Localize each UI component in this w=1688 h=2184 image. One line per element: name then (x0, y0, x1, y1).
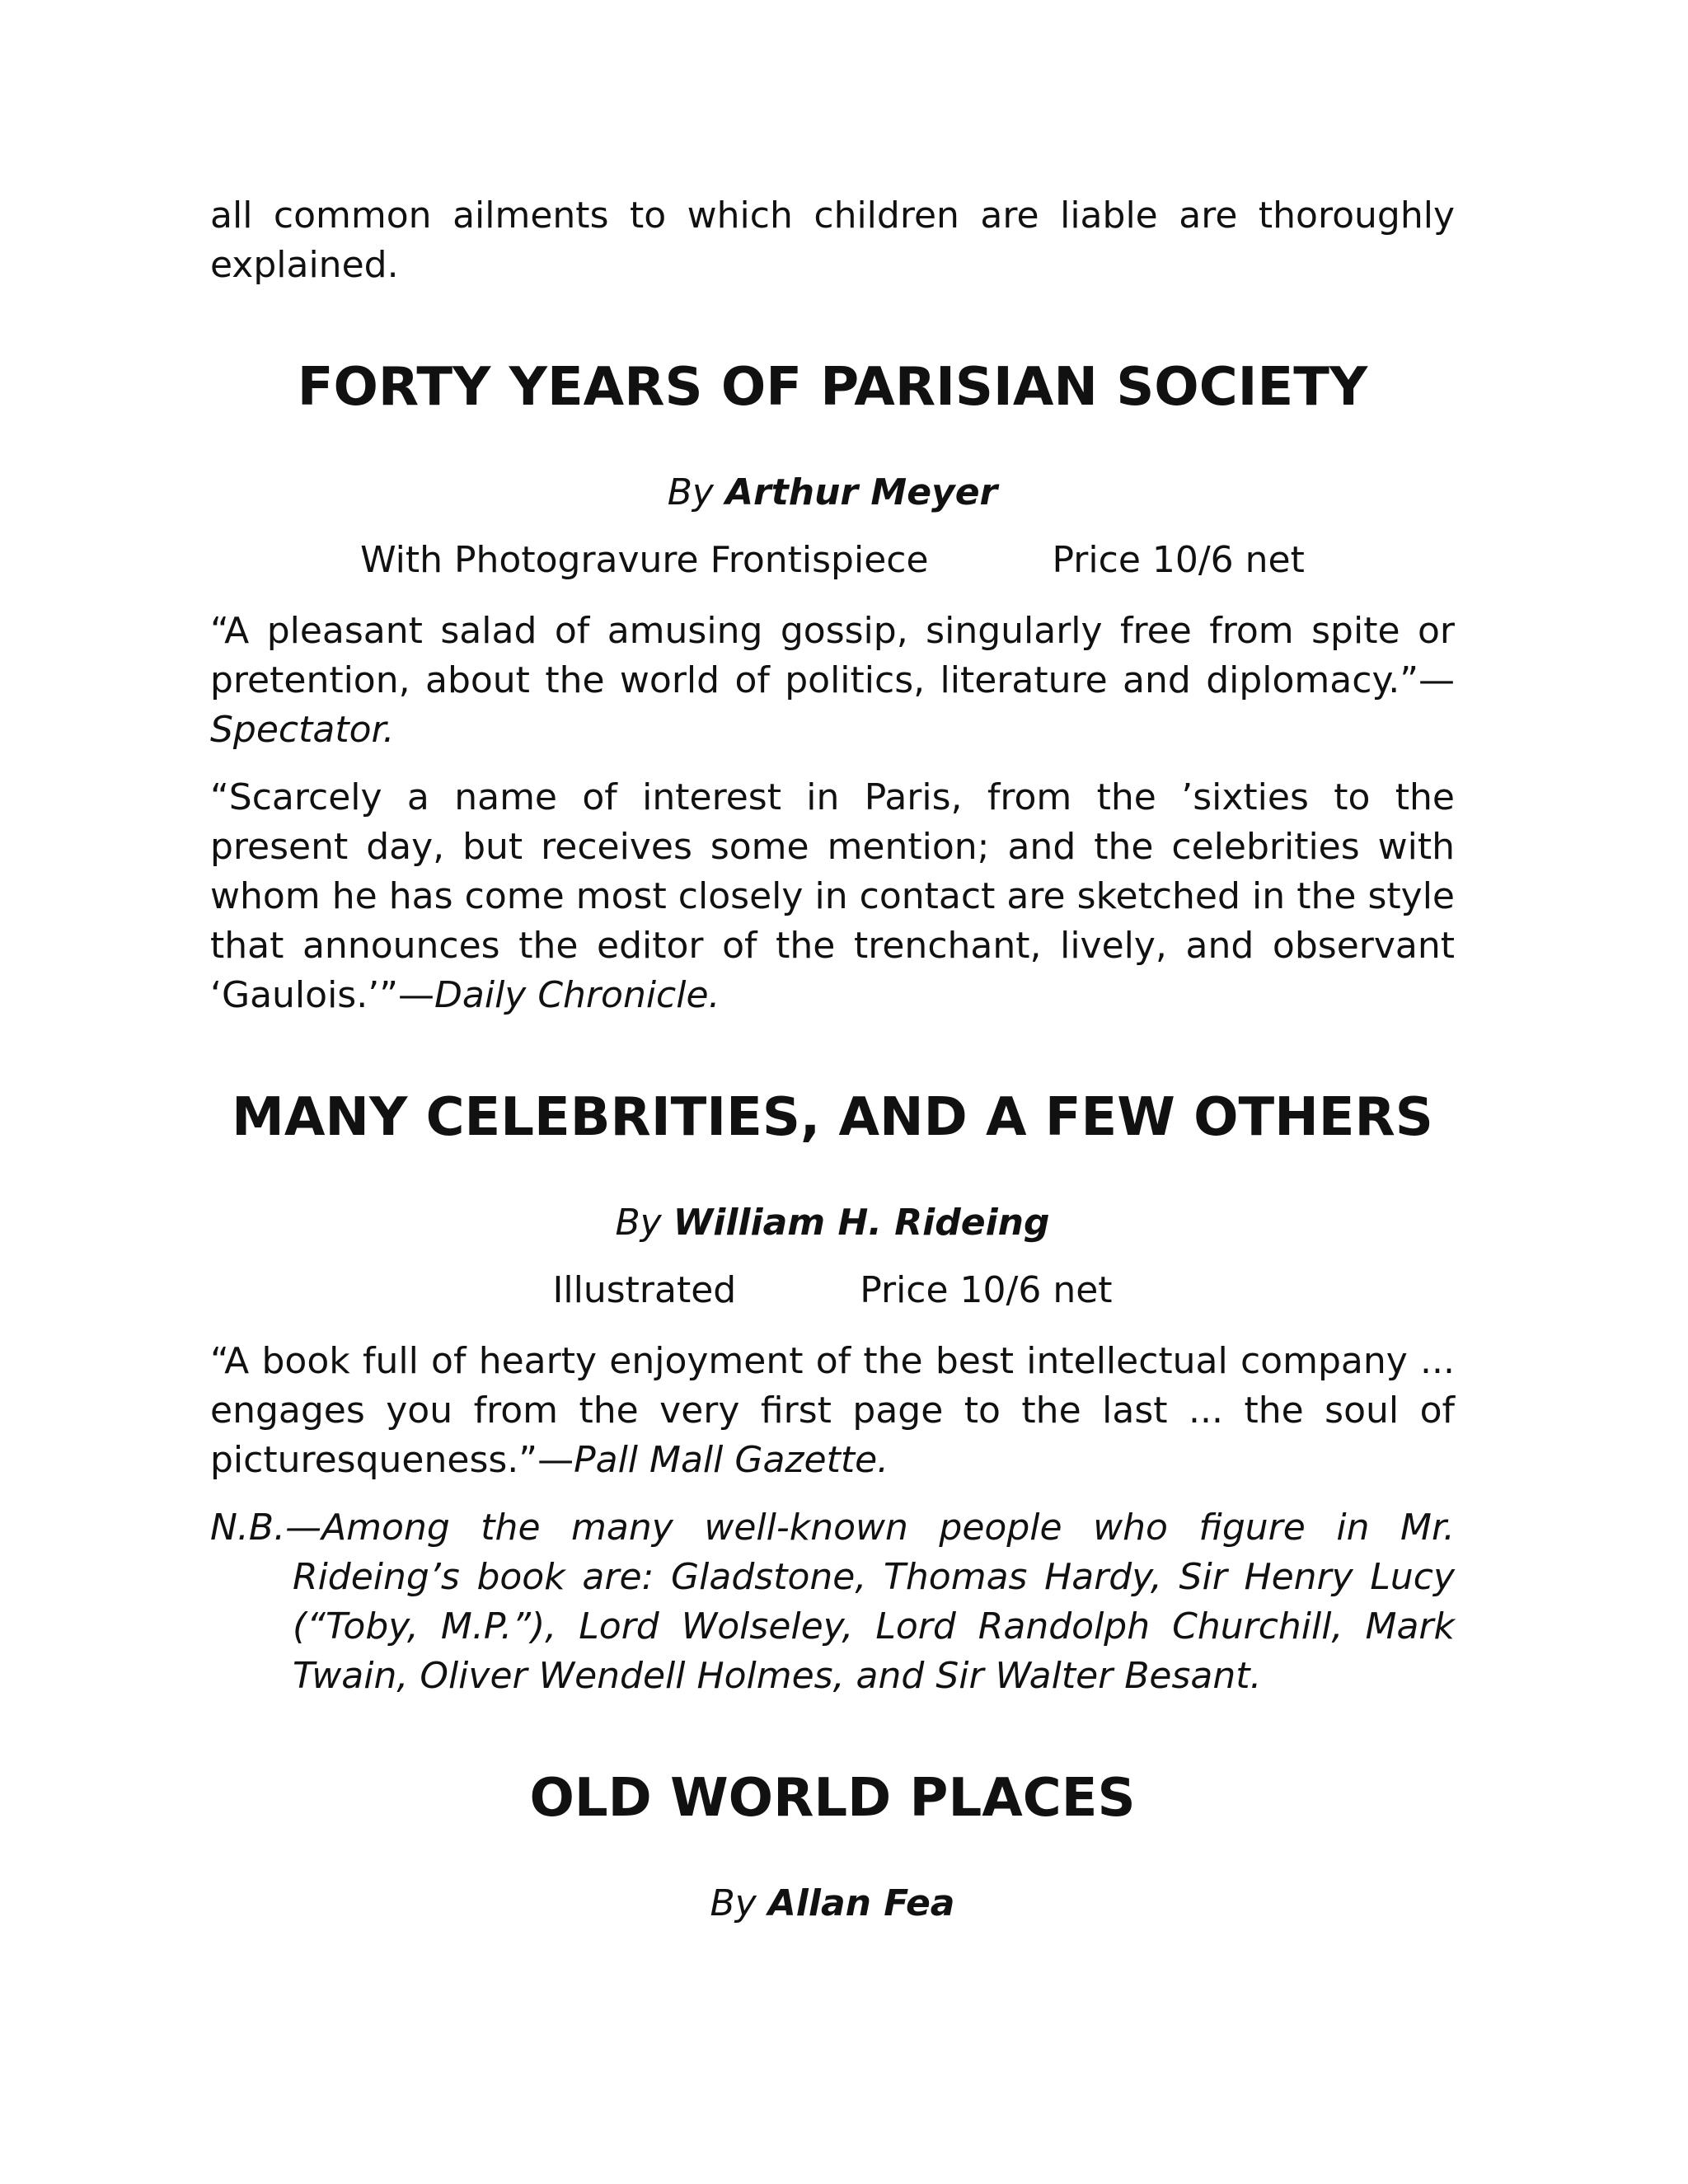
book-meta (210, 1266, 1455, 1315)
review-source: Pall Mall Gazette. (574, 1439, 889, 1481)
review-source: Spectator. (210, 709, 395, 751)
intro-paragraph: all common ailments to which children are liable are thoroughly explained. (210, 194, 1455, 286)
nota-bene-note: N.B.—Among the many well-known people who figure in Mr. Rideing’s book are: Gladstone, Thomas Hardy, Sir Henry Lucy (“Toby, M.P.”), Lord Wolseley, Lord Randolph Churchill, Mark Twain, Oliver Wendell Holmes, and Sir Walter Besant. (210, 1507, 1455, 1697)
review-text: “Scarcely a name of interest in Paris, from the ’sixties to the present day, but receives some mention; and the celebrities with whom he has come most closely in contact are sketched in the style that announces the editor of the trenchant, lively, and observant ‘Gaulois.’”— (210, 776, 1455, 1016)
author-name: Allan Fea (767, 1882, 955, 1924)
book-details: With Photogravure Frontispiece (360, 539, 929, 581)
book-price: Price 10/6 net (1052, 539, 1305, 581)
review-quote (210, 1337, 1455, 1485)
byline (210, 1879, 1455, 1929)
review-quote (210, 607, 1455, 755)
author-name: William H. Rideing (673, 1202, 1050, 1244)
book-title: OLD WORLD PLACES (529, 1768, 1136, 1829)
byline (210, 468, 1455, 518)
review-text: “A book full of hearty enjoyment of the best intellectual company ... engages you from the very first page to the last ... the soul of picturesqueness.”— (210, 1340, 1455, 1481)
book-details: Illustrated (552, 1269, 737, 1311)
byline (210, 1198, 1455, 1248)
review-source: Daily Chronicle. (434, 974, 720, 1016)
book-meta (210, 536, 1455, 585)
book-title: MANY CELEBRITIES, AND A FEW OTHERS (232, 1087, 1433, 1148)
page-content (210, 191, 1455, 1947)
by-label: By (710, 1882, 757, 1924)
review-quote (210, 773, 1455, 1020)
by-label: By (667, 471, 714, 513)
book-price: Price 10/6 net (860, 1269, 1113, 1311)
book-title: FORTY YEARS OF PARISIAN SOCIETY (297, 357, 1368, 418)
review-text: “A pleasant salad of amusing gossip, singularly free from spite or pretention, about the world of politics, literature and diplomacy.”— (210, 610, 1455, 701)
by-label: By (615, 1202, 662, 1244)
author-name: Arthur Meyer (724, 471, 998, 513)
